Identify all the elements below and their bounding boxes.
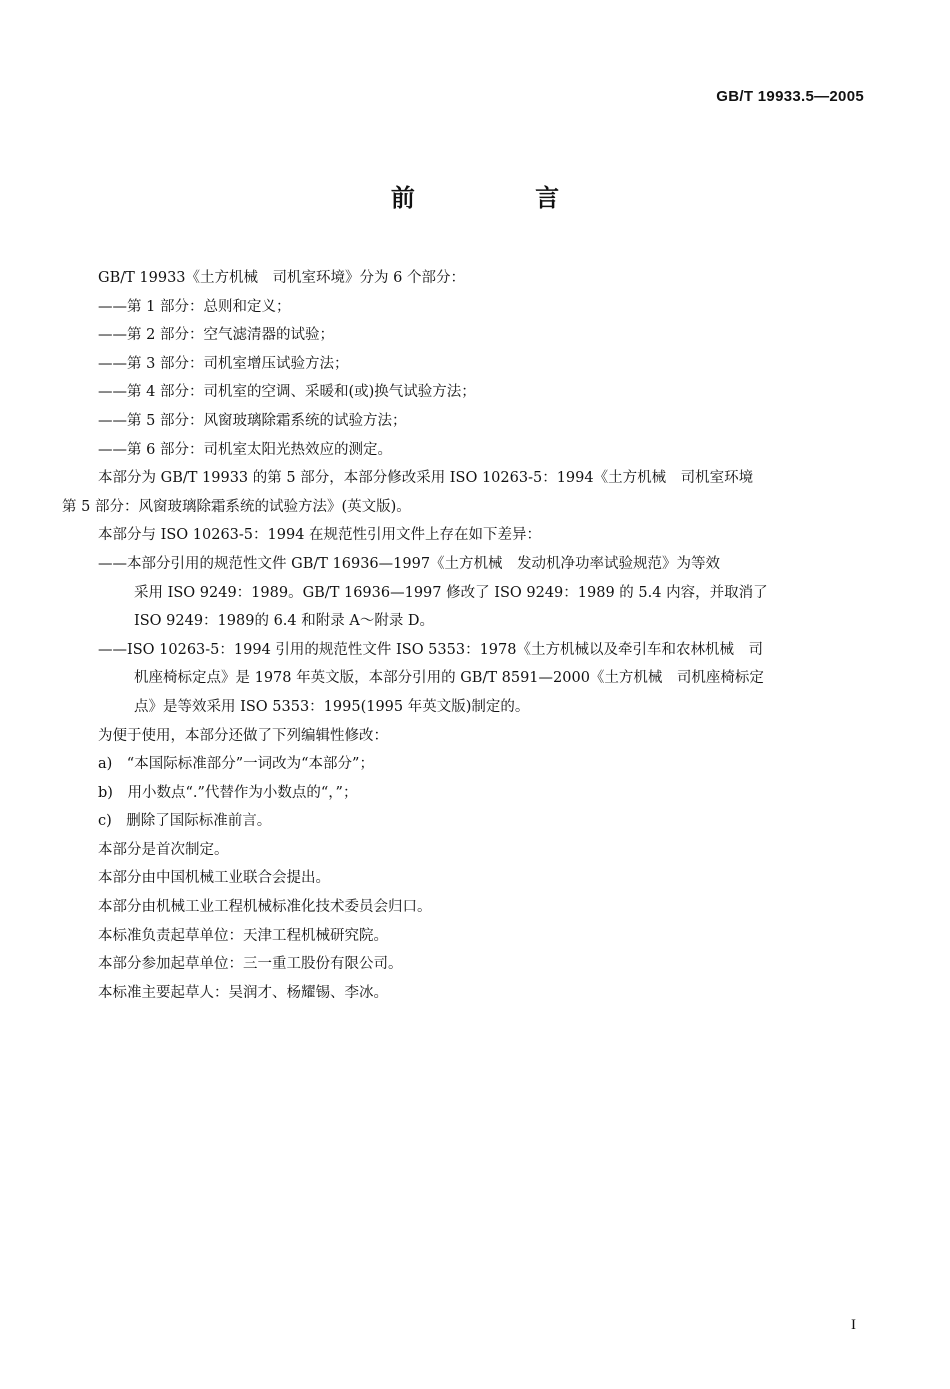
text-line: 机座椅标定点》是 1978 年英文版，本部分引用的 GB/T 8591—2000《土方机械 司机座椅标定 (134, 670, 764, 687)
text-line: 本部分与 ISO 10263-5：1994 在规范性引用文件上存在如下差异： (98, 527, 542, 544)
foreword-body (62, 264, 872, 1007)
text-line: GB/T 19933《土方机械 司机室环境》分为 6 个部分： (98, 270, 465, 286)
page-title: 前 言 (390, 184, 616, 212)
text-line: ——本部分引用的规范性文件 GB/T 16936—1997《土方机械 发动机净功率试验规范》为等效 (98, 555, 721, 572)
text-line: 为便于使用，本部分还做了下列编辑性修改： (98, 727, 388, 744)
text-line: ISO 9249：1989的 6.4 和附录 A～附录 D。 (134, 613, 435, 630)
page-number: I (851, 1317, 856, 1333)
text-line: 本标准负责起草单位：天津工程机械研究院。 (98, 927, 388, 944)
standard-number: GB/T 19933.5—2005 (716, 88, 864, 105)
text-line: a) “本国际标准部分”一词改为“本部分”； (98, 756, 374, 773)
text-line: 第 5 部分：风窗玻璃除霜系统的试验方法》(英文版)。 (62, 498, 411, 515)
text-line: 本部分为 GB/T 19933 的第 5 部分，本部分修改采用 ISO 10263-5：1994《土方机械 司机室环境 (98, 470, 754, 487)
text-line: ——第 6 部分：司机室太阳光热效应的测定。 (98, 441, 392, 458)
text-line: ——第 4 部分：司机室的空调、采暖和(或)换气试验方法； (98, 384, 476, 401)
text-line: 本部分是首次制定。 (98, 841, 229, 858)
text-line: 本部分由中国机械工业联合会提出。 (98, 870, 330, 887)
text-line: ——第 2 部分：空气滤清器的试验； (98, 327, 334, 344)
text-line: b) 用小数点“.”代替作为小数点的“，”； (98, 784, 358, 801)
text-line: 本标准主要起草人：吴润才、杨耀锡、李冰。 (98, 984, 388, 1001)
text-line: 采用 ISO 9249：1989。GB/T 16936—1997 修改了 ISO 9249：1989 的 5.4 内容，并取消了 (134, 584, 768, 601)
text-line: ——第 3 部分：司机室增压试验方法； (98, 355, 349, 372)
text-line: ——第 1 部分：总则和定义； (98, 298, 291, 315)
text-line: ——第 5 部分：风窗玻璃除霜系统的试验方法； (98, 412, 407, 429)
text-line: ——ISO 10263-5：1994 引用的规范性文件 ISO 5353：1978《土方机械以及牵引车和农林机械 司 (98, 641, 763, 658)
text-line: 点》是等效采用 ISO 5353：1995(1995 年英文版)制定的。 (134, 698, 530, 715)
text-line: c) 删除了国际标准前言。 (98, 813, 272, 830)
text-line: 本部分由机械工业工程机械标准化技术委员会归口。 (98, 899, 432, 916)
text-line: 本部分参加起草单位：三一重工股份有限公司。 (98, 956, 403, 973)
